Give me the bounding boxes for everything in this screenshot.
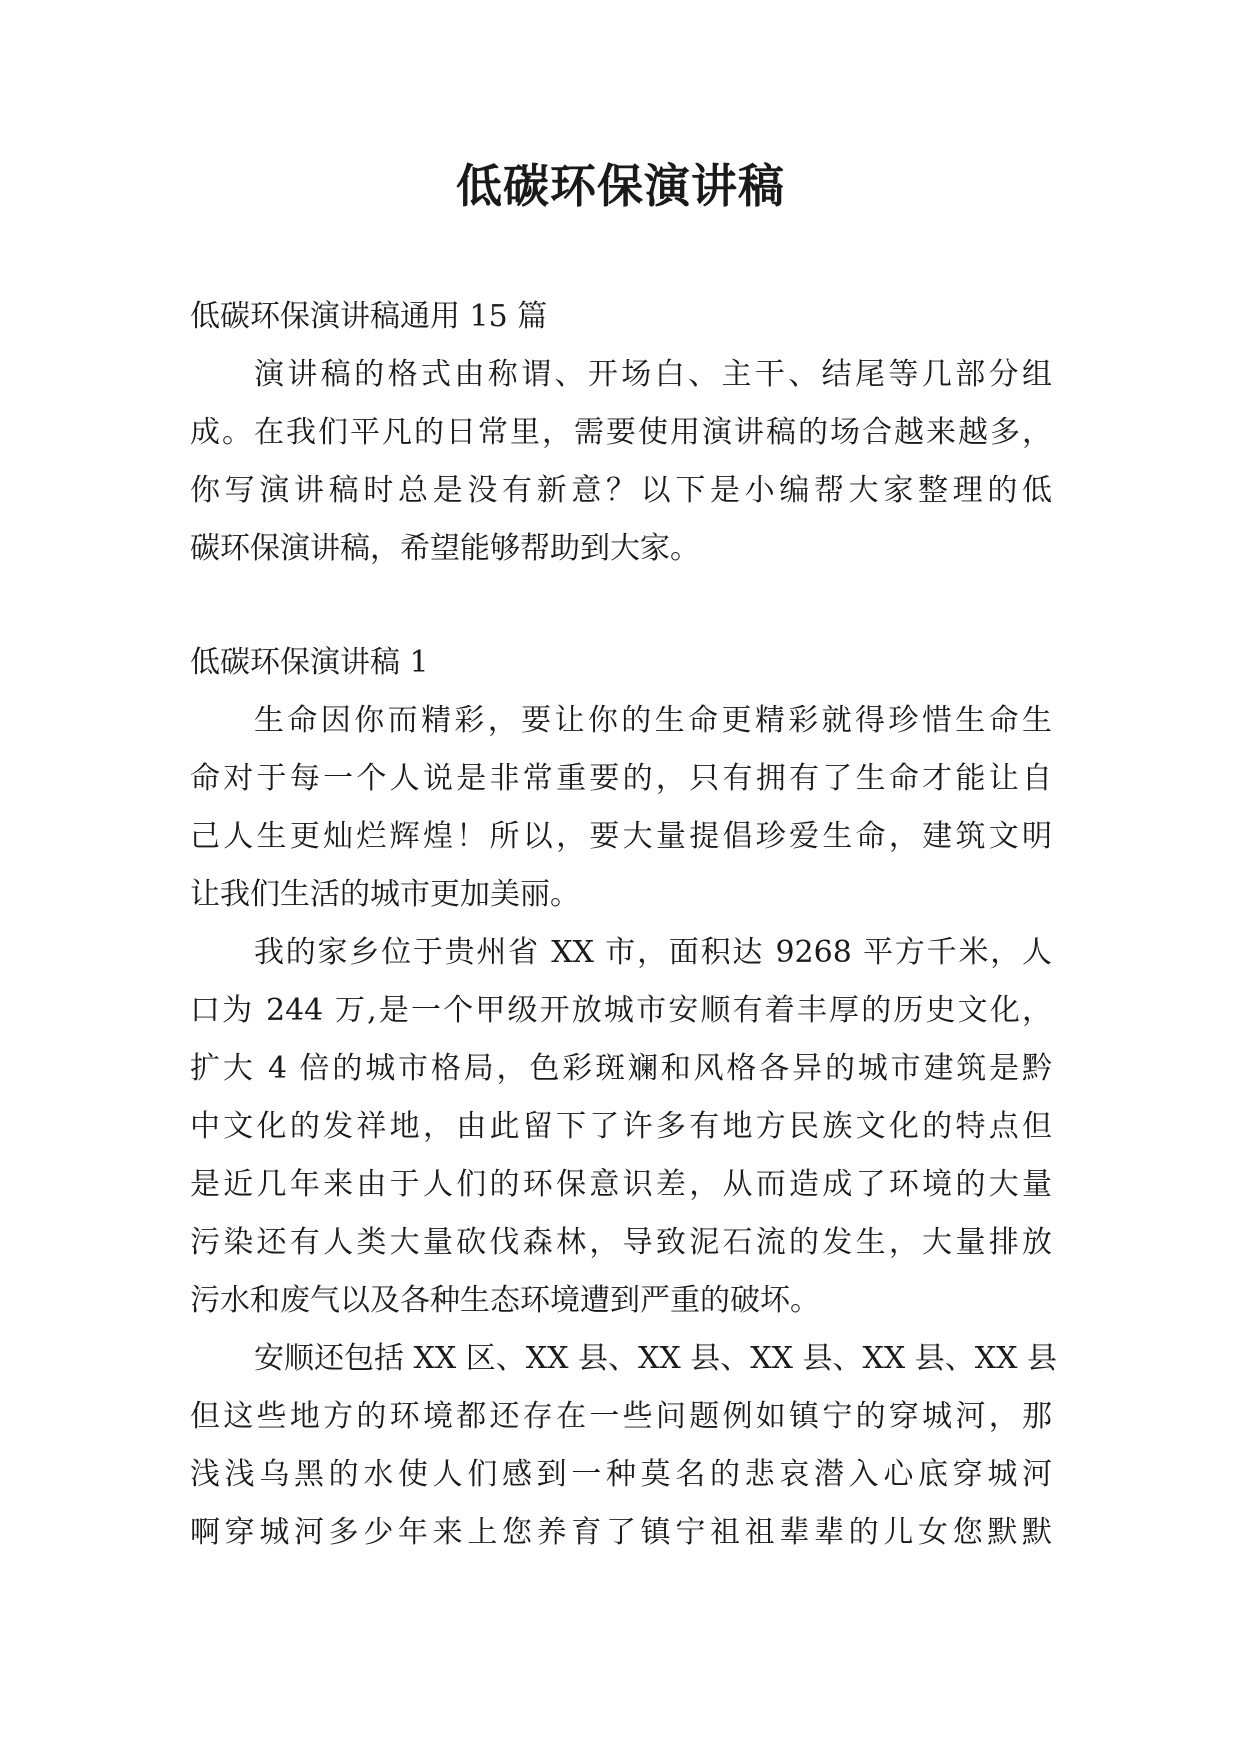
text-line: 口为 244 万,是一个甲级开放城市安顺有着丰厚的历史文化， [190, 993, 1052, 1028]
paragraph-gap [190, 578, 1052, 634]
section1-paragraph-1 [190, 692, 1052, 924]
text-line: 污染还有人类大量砍伐森林，导致泥石流的发生，大量排放 [190, 1225, 1052, 1260]
text-line: 生命因你而精彩，要让你的生命更精彩就得珍惜生命生 [254, 703, 1052, 738]
document-subtitle: 低碳环保演讲稿通用 15 篇 [190, 299, 548, 334]
document-title: 低碳环保演讲稿 [456, 159, 785, 213]
text-line: 但这些地方的环境都还存在一些问题例如镇宁的穿城河，那 [190, 1399, 1052, 1434]
section1-paragraph-2 [190, 924, 1052, 1330]
section-heading: 低碳环保演讲稿 1 [190, 645, 429, 680]
text-line: 中文化的发祥地，由此留下了许多有地方民族文化的特点但 [190, 1109, 1052, 1144]
text-line: 是近几年来由于人们的环保意识差，从而造成了环境的大量 [190, 1167, 1052, 1202]
text-line: 成。在我们平凡的日常里，需要使用演讲稿的场合越来越多， [190, 415, 1052, 450]
text-line: 啊穿城河多少年来上您养育了镇宁祖祖辈辈的儿女您默默 [190, 1515, 1052, 1550]
text-line: 扩大 4 倍的城市格局，色彩斑斓和风格各异的城市建筑是黔 [190, 1051, 1052, 1086]
text-line: 命对于每一个人说是非常重要的，只有拥有了生命才能让自 [190, 761, 1052, 796]
section1-paragraph-3 [190, 1330, 1058, 1562]
text-line: 己人生更灿烂辉煌！所以，要大量提倡珍爱生命，建筑文明 [190, 819, 1052, 854]
text-line: 你写演讲稿时总是没有新意？以下是小编帮大家整理的低 [190, 473, 1052, 508]
text-line: 让我们生活的城市更加美丽。 [190, 877, 580, 912]
text-line: 我的家乡位于贵州省 XX 市，面积达 9268 平方千米，人 [254, 935, 1052, 970]
text-line: 碳环保演讲稿，希望能够帮助到大家。 [190, 531, 700, 566]
intro-paragraph [190, 346, 1052, 578]
text-line: 污水和废气以及各种生态环境遭到严重的破坏。 [190, 1283, 820, 1318]
text-line: 安顺还包括 XX 区、XX 县、XX 县、XX 县、XX 县、XX 县 [254, 1341, 1058, 1376]
text-line: 浅浅乌黑的水使人们感到一种莫名的悲哀潜入心底穿城河 [190, 1457, 1052, 1492]
text-line: 演讲稿的格式由称谓、开场白、主干、结尾等几部分组 [254, 357, 1052, 392]
document-body [190, 288, 1058, 1562]
